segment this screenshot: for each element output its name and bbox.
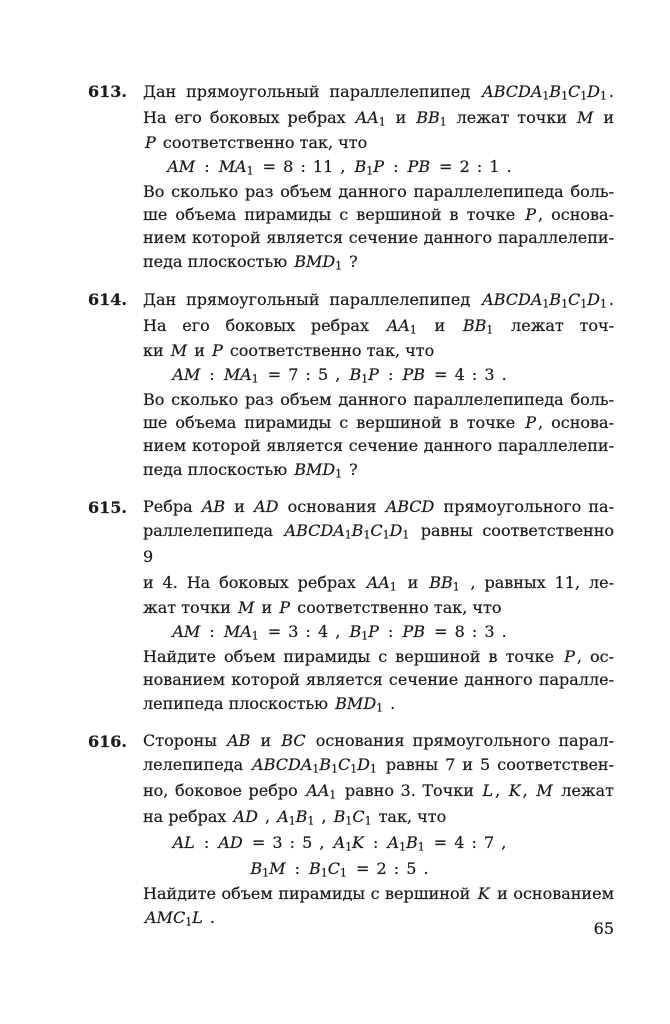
text-line: нием которой является сечение данного параллелепи- — [143, 228, 614, 247]
text-line: Во сколько раз объем данного параллелепипеда боль- — [143, 182, 614, 201]
text-line: ки M и P соответственно так, что — [143, 341, 435, 360]
text-line: ше объема пирамиды с вершиной в точке P , основа- — [143, 413, 614, 432]
page-number: 65 — [593, 919, 614, 938]
text-line: Найдите объем пирамиды с вершиной K и основанием — [143, 884, 615, 903]
text-line: Дан прямоугольный параллелепипед $ABCDA_1B_1C_1D_1$ . — [143, 290, 614, 311]
text-line: Во сколько раз объем данного параллелепипеда боль- — [143, 390, 614, 409]
problem — [88, 729, 614, 931]
text-line: Найдите объем пирамиды с вершиной в точке P , ос- — [143, 647, 614, 666]
problem — [88, 495, 614, 717]
text-line: ше объема пирамиды с вершиной в точке P , основа- — [143, 205, 614, 224]
text-line: на ребрах AD , $A_1B_1$ , $B_1C_1$ так, что — [143, 807, 447, 828]
text-line: педа плоскостью $BMD_1$ ? — [143, 252, 358, 273]
text-line: На его боковых ребрах $AA_1$ и $BB_1$ лежат точки M и — [143, 108, 614, 129]
problem-number: 613. — [88, 82, 127, 101]
problem-body — [143, 79, 614, 275]
problem-body — [143, 729, 614, 931]
problem-body — [143, 495, 614, 717]
formula-line: AL : AD = 3 : 5 , $A_1K$ : $A_1B_1 = 4$ : 7 , — [172, 833, 507, 854]
problem-body — [143, 287, 614, 483]
text-line: раллелепипеда $ABCDA_1B_1C_1D_1$ равны соответственно 9 — [143, 521, 615, 566]
formula-line: AM : $MA_1 = 3$ : 4 , $B_1P$ : PB = 8 : 3 . — [172, 622, 507, 643]
problem-number: 616. — [88, 732, 127, 751]
formula-line: AM : $MA_1 = 7$ : 5 , $B_1P$ : PB = 4 : 3 . — [172, 365, 507, 386]
text-line: P соответственно так, что — [145, 133, 368, 152]
problem-number: 615. — [88, 498, 127, 517]
formula-line: $B_1M$ : $B_1C_1 = 2$ : 5 . — [250, 859, 429, 880]
formula-line: AM : $MA_1 = 8$ : 11 , $B_1P$ : PB = 2 : 1 . — [167, 157, 512, 178]
problem — [88, 79, 614, 275]
text-line: Дан прямоугольный параллелепипед $ABCDA_1B_1C_1D_1$ . — [143, 82, 614, 103]
problem — [88, 287, 614, 483]
text-line: $AMC_1L$ . — [145, 908, 215, 929]
text-line: лелепипеда $ABCDA_1B_1C_1D_1$ равны 7 и 5 соответствен- — [143, 755, 614, 776]
text-line: нованием которой является сечение данного паралле- — [143, 670, 614, 689]
problem-number: 614. — [88, 290, 127, 309]
page-footer — [88, 919, 614, 938]
text-line: На его боковых ребрах $AA_1$ и $BB_1$ лежат точ- — [143, 316, 614, 337]
text-line: и 4. На боковых ребрах $AA_1$ и $BB_1$ , равных 11, ле- — [143, 573, 614, 594]
text-line: Стороны AB и BC основания прямоугольного парал- — [143, 731, 614, 750]
text-line: лепипеда плоскостью $BMD_1$ . — [143, 694, 396, 715]
problem-list — [88, 79, 614, 943]
text-line: но, боковое ребро $AA_1$ равно 3. Точки L , K , M лежат — [143, 781, 615, 802]
text-line: жат точки M и P соответственно так, что — [143, 598, 502, 617]
text-line: Ребра AB и AD основания ABCD прямоугольного па- — [143, 497, 614, 516]
text-line: педа плоскостью $BMD_1$ ? — [143, 460, 358, 481]
text-line: нием которой является сечение данного параллелепи- — [143, 436, 614, 455]
